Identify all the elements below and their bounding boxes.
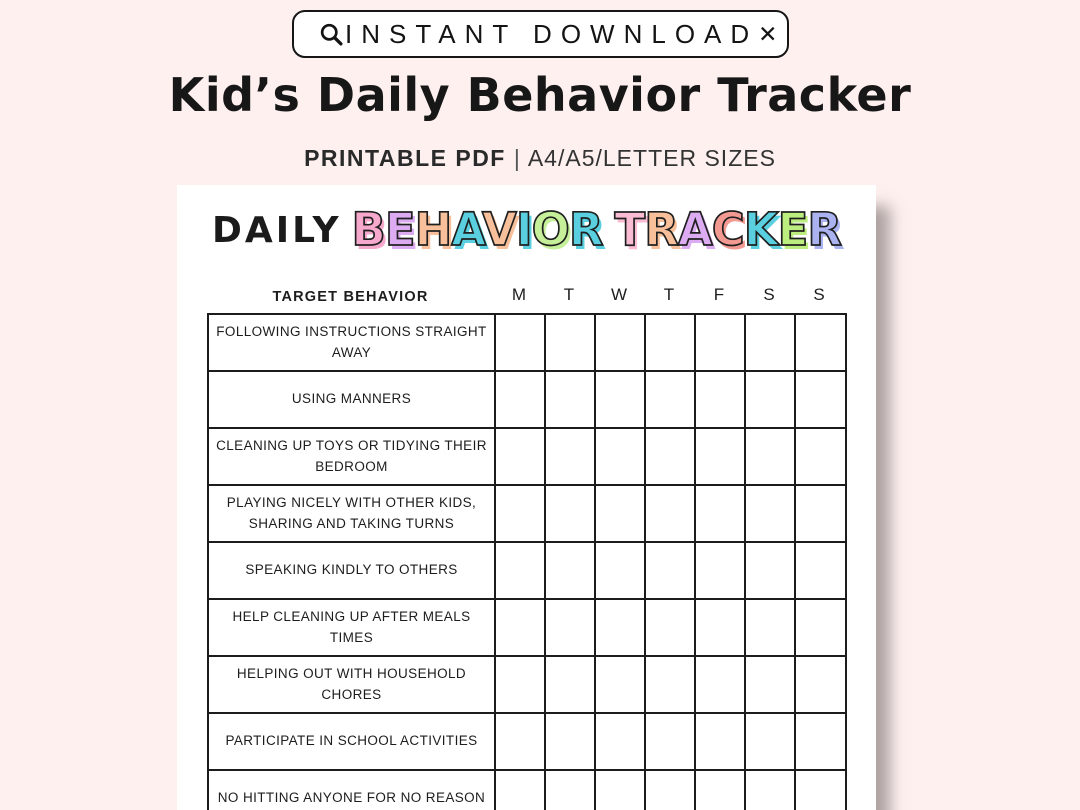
day-checkbox-cell [744, 657, 794, 712]
colored-letter: A [677, 203, 712, 256]
day-checkbox-cell [794, 315, 844, 370]
day-checkbox-cell [744, 315, 794, 370]
instant-download-search-bar[interactable] [292, 10, 789, 58]
day-checkbox-cell [494, 372, 544, 427]
day-checkbox-cell [594, 315, 644, 370]
colored-letter: R [807, 203, 842, 256]
day-checkbox-cell [644, 429, 694, 484]
table-row [209, 771, 845, 810]
day-checkbox-cell [594, 600, 644, 655]
subtitle-sizes: A4/A5/LETTER SIZES [527, 145, 776, 171]
day-checkbox-cell [694, 714, 744, 769]
day-checkbox-cell [544, 543, 594, 598]
day-checkbox-cell [544, 714, 594, 769]
behavior-label-cell: FOLLOWING INSTRUCTIONS STRAIGHT AWAY [216, 323, 487, 360]
day-checkbox-cell [694, 315, 744, 370]
table-row [209, 714, 845, 771]
colored-letter: T [614, 203, 645, 256]
page-title: Kid’s Daily Behavior Tracker [168, 68, 912, 122]
day-checkbox-cell [744, 600, 794, 655]
day-header-mon: M [511, 285, 527, 304]
day-checkbox-cell [544, 771, 594, 810]
heading-word-tracker [614, 203, 842, 256]
day-checkbox-cell [594, 714, 644, 769]
day-checkbox-cell [494, 600, 544, 655]
day-checkbox-cell [794, 372, 844, 427]
table-row [209, 657, 845, 714]
day-checkbox-cell [494, 657, 544, 712]
behavior-label-cell: CLEANING UP TOYS OR TIDYING THEIR BEDROOM [216, 437, 487, 474]
heading-word-daily: DAILY [211, 210, 342, 251]
colored-letter: R [644, 203, 678, 256]
day-checkbox-cell [544, 429, 594, 484]
day-checkbox-cell [544, 372, 594, 427]
day-checkbox-cell [544, 315, 594, 370]
day-checkbox-cell [794, 543, 844, 598]
day-checkbox-cell [694, 429, 744, 484]
colored-letter: E [384, 203, 415, 256]
colored-letter: H [414, 203, 452, 256]
day-checkbox-cell [794, 714, 844, 769]
day-header-wed: W [610, 285, 628, 304]
day-checkbox-cell [694, 372, 744, 427]
heading-word-behavior [351, 203, 603, 256]
colored-letter: O [531, 203, 569, 256]
day-checkbox-cell [494, 771, 544, 810]
day-checkbox-cell [644, 486, 694, 541]
table-header-row [207, 285, 844, 305]
day-checkbox-cell [794, 429, 844, 484]
colored-letter: I [515, 203, 532, 256]
day-checkbox-cell [694, 486, 744, 541]
behavior-label-cell: USING MANNERS [291, 391, 412, 407]
target-behavior-header: TARGET BEHAVIOR [272, 289, 429, 305]
day-checkbox-cell [594, 486, 644, 541]
colored-letter: R [568, 203, 603, 256]
colored-letter: K [743, 203, 778, 256]
day-checkbox-cell [644, 714, 694, 769]
day-checkbox-cell [694, 543, 744, 598]
subtitle-format: PRINTABLE PDF [304, 145, 506, 171]
day-checkbox-cell [494, 714, 544, 769]
day-header-tue: T [563, 285, 575, 304]
table-row [209, 600, 845, 657]
day-checkbox-cell [594, 771, 644, 810]
colored-letter: C [711, 203, 744, 256]
day-checkbox-cell [744, 372, 794, 427]
day-checkbox-cell [494, 486, 544, 541]
table-row [209, 315, 845, 372]
day-checkbox-cell [644, 600, 694, 655]
table-row [209, 543, 845, 600]
day-checkbox-cell [794, 771, 844, 810]
day-checkbox-cell [694, 600, 744, 655]
document-heading [177, 203, 876, 256]
day-checkbox-cell [644, 657, 694, 712]
day-checkbox-cell [694, 771, 744, 810]
behavior-label-cell: PARTICIPATE IN SCHOOL ACTIVITIES [225, 733, 478, 749]
day-checkbox-cell [744, 543, 794, 598]
colored-letter: E [777, 203, 808, 256]
behavior-label-cell: NO HITTING ANYONE FOR NO REASON [217, 790, 486, 806]
day-checkbox-cell [644, 372, 694, 427]
search-icon [318, 21, 345, 48]
subtitle [0, 145, 1080, 172]
colored-letter: B [351, 203, 385, 256]
day-checkbox-cell [644, 315, 694, 370]
table-row [209, 486, 845, 543]
close-icon[interactable]: ✕ [758, 20, 778, 47]
day-checkbox-cell [794, 600, 844, 655]
behavior-label-cell: PLAYING NICELY WITH OTHER KIDS, SHARING AND TAKING TURNS [226, 494, 477, 531]
day-checkbox-cell [494, 315, 544, 370]
day-checkbox-cell [594, 372, 644, 427]
behavior-label-cell: HELP CLEANING UP AFTER MEALS TIMES [232, 608, 471, 645]
day-checkbox-cell [744, 429, 794, 484]
colored-letter: V [482, 203, 516, 256]
colored-letter: A [451, 203, 483, 256]
day-header-thu: T [663, 285, 675, 304]
day-header-fri: F [713, 285, 725, 304]
badge-label: INSTANT DOWNLOAD [345, 18, 759, 49]
day-checkbox-cell [744, 771, 794, 810]
day-checkbox-cell [794, 486, 844, 541]
day-checkbox-cell [594, 657, 644, 712]
day-checkbox-cell [494, 429, 544, 484]
day-checkbox-cell [594, 429, 644, 484]
day-checkbox-cell [494, 543, 544, 598]
day-checkbox-cell [644, 543, 694, 598]
day-checkbox-cell [594, 543, 644, 598]
printable-preview-page [177, 185, 876, 810]
day-checkbox-cell [544, 486, 594, 541]
day-checkbox-cell [544, 600, 594, 655]
day-header-sat: S [763, 285, 775, 304]
day-checkbox-cell [544, 657, 594, 712]
behavior-label-cell: SPEAKING KINDLY TO OTHERS [245, 562, 458, 578]
day-checkbox-cell [794, 657, 844, 712]
day-checkbox-cell [644, 771, 694, 810]
day-header-sun: S [813, 285, 825, 304]
table-row [209, 372, 845, 429]
subtitle-separator: | [513, 145, 520, 171]
table-row [209, 429, 845, 486]
day-checkbox-cell [694, 657, 744, 712]
day-checkbox-cell [744, 486, 794, 541]
behavior-table [207, 313, 847, 810]
behavior-label-cell: HELPING OUT WITH HOUSEHOLD CHORES [236, 665, 467, 702]
day-checkbox-cell [744, 714, 794, 769]
